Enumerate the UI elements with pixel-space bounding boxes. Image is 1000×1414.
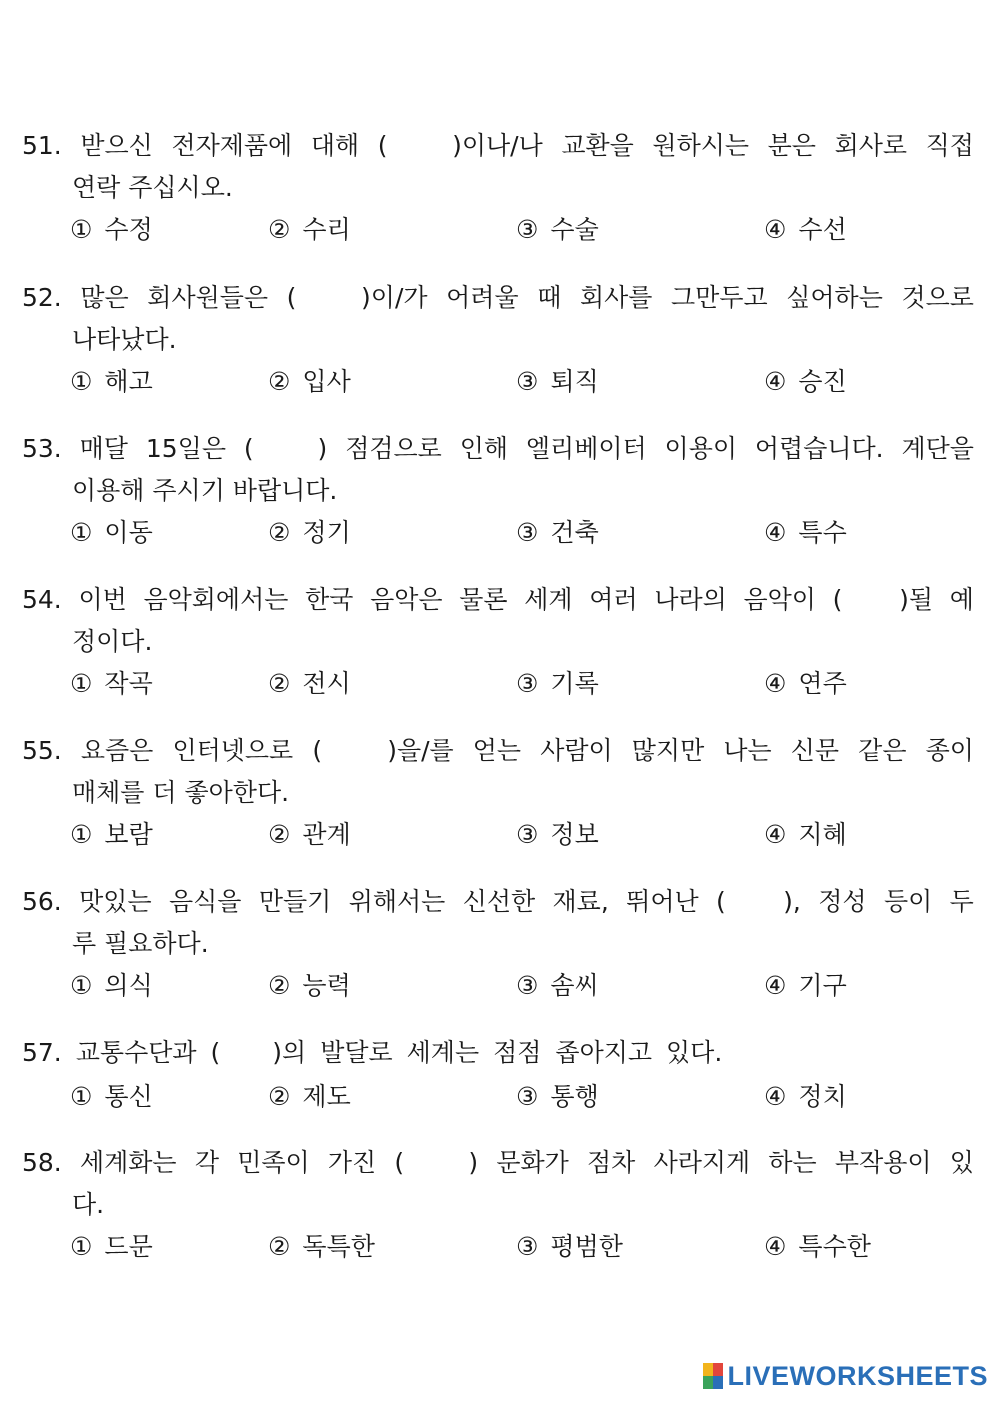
option-4[interactable]: ④ 정치 [764, 1082, 847, 1111]
question-text-line1: 56. 맛있는 음식을 만들기 위해서는 신선한 재료, 뛰어난 ( ), 정성 등이 두 [22, 880, 974, 924]
option-2[interactable]: ② 입사 [268, 367, 351, 396]
option-1[interactable]: ① 통신 [70, 1082, 153, 1111]
option-4[interactable]: ④ 승진 [764, 367, 847, 396]
question-text-line1: 53. 매달 15일은 ( ) 점검으로 인해 엘리베이터 이용이 어렵습니다. 계단을 [22, 427, 974, 471]
question-text-line2: 루 필요하다. [72, 929, 209, 958]
answer-options [22, 360, 974, 404]
option-3[interactable]: ③ 솜씨 [516, 971, 599, 1000]
question-text-line1: 52. 많은 회사원들은 ( )이/가 어려울 때 회사를 그만두고 싶어하는 것으로 [22, 276, 974, 320]
answer-options [22, 1225, 974, 1269]
question-52 [22, 276, 974, 404]
option-1[interactable]: ① 해고 [70, 367, 153, 396]
option-4[interactable]: ④ 기구 [764, 971, 847, 1000]
answer-options [22, 511, 974, 555]
answer-options [22, 1075, 974, 1119]
option-3[interactable]: ③ 평범한 [516, 1232, 623, 1261]
option-3[interactable]: ③ 정보 [516, 820, 599, 849]
option-4[interactable]: ④ 지혜 [764, 820, 847, 849]
option-3[interactable]: ③ 퇴직 [516, 367, 599, 396]
question-text-line1: 58. 세계화는 각 민족이 가진 ( ) 문화가 점차 사라지게 하는 부작용이 있 [22, 1141, 974, 1185]
question-51 [22, 124, 974, 252]
blank-open: ( [243, 434, 254, 463]
option-1[interactable]: ① 보람 [70, 820, 153, 849]
question-text-line1: 51. 받으신 전자제품에 대해 ( )이나/나 교환을 원하시는 분은 회사로 직접 [22, 124, 974, 168]
logo-text: LIVEWORKSHEETS [727, 1360, 988, 1391]
option-1[interactable]: ① 의식 [70, 971, 153, 1000]
option-3[interactable]: ③ 수술 [516, 215, 599, 244]
option-3[interactable]: ③ 건축 [516, 518, 599, 547]
option-2[interactable]: ② 정기 [268, 518, 351, 547]
question-text-line1: 54. 이번 음악회에서는 한국 음악은 물론 세계 여러 나라의 음악이 ( )될 예 [22, 578, 974, 622]
question-text-line2: 이용해 주시기 바랍니다. [72, 476, 338, 505]
blank-open: ( [210, 1038, 221, 1067]
option-2[interactable]: ② 제도 [268, 1082, 351, 1111]
question-text-line1: 55. 요즘은 인터넷으로 ( )을/를 얻는 사람이 많지만 나는 신문 같은 종이 [22, 729, 974, 773]
question-55 [22, 729, 974, 857]
question-text-line2: 매체를 더 좋아한다. [72, 778, 290, 807]
answer-options [22, 208, 974, 252]
question-53 [22, 427, 974, 555]
option-3[interactable]: ③ 기록 [516, 669, 599, 698]
option-1[interactable]: ① 이동 [70, 518, 153, 547]
option-4[interactable]: ④ 수선 [764, 215, 847, 244]
question-text-line2: 정이다. [72, 627, 153, 656]
option-4[interactable]: ④ 특수 [764, 518, 847, 547]
blank-open: ( [394, 1148, 405, 1177]
answer-options [22, 964, 974, 1008]
question-54 [22, 578, 974, 706]
question-text-line2: 나타났다. [72, 325, 177, 354]
option-1[interactable]: ① 작곡 [70, 669, 153, 698]
answer-options [22, 662, 974, 706]
question-text-line1: 57. 교통수단과 ( )의 발달로 세계는 점점 좁아지고 있다. [22, 1031, 974, 1075]
option-1[interactable]: ① 수정 [70, 215, 153, 244]
question-56 [22, 880, 974, 1008]
blank-open: ( [312, 736, 323, 765]
option-2[interactable]: ② 능력 [268, 971, 351, 1000]
option-3[interactable]: ③ 통행 [516, 1082, 599, 1111]
option-1[interactable]: ① 드문 [70, 1232, 153, 1261]
option-4[interactable]: ④ 연주 [764, 669, 847, 698]
blank-open: ( [832, 585, 843, 614]
question-text-line2: 다. [72, 1190, 105, 1219]
option-2[interactable]: ② 관계 [268, 820, 351, 849]
blank-open: ( [716, 887, 726, 916]
option-2[interactable]: ② 독특한 [268, 1232, 375, 1261]
answer-options [22, 813, 974, 857]
option-2[interactable]: ② 수리 [268, 215, 351, 244]
option-4[interactable]: ④ 특수한 [764, 1232, 871, 1261]
blank-open: ( [286, 283, 297, 312]
question-58 [22, 1141, 974, 1269]
liveworksheets-logo[interactable] [703, 1360, 988, 1392]
question-57 [22, 1031, 974, 1119]
question-text-line2: 연락 주십시오. [72, 173, 233, 202]
option-2[interactable]: ② 전시 [268, 669, 351, 698]
blank-open: ( [377, 131, 388, 160]
liveworksheets-logo-icon [703, 1363, 723, 1389]
